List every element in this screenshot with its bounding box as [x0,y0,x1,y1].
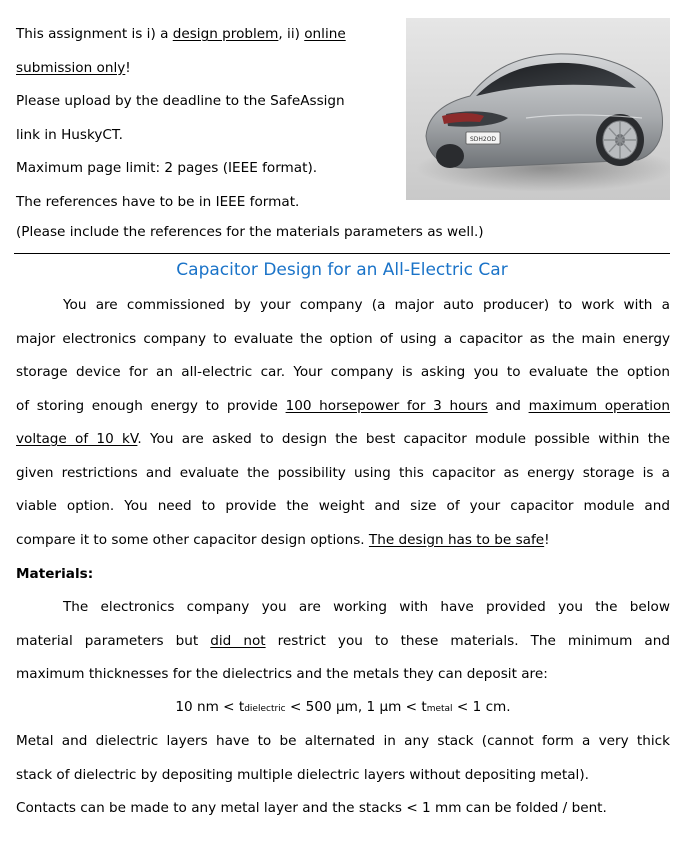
intro-line-2: major electronics company to evaluate the option of using a capacitor as the main energy [16,330,670,347]
did-not-text: did not [210,632,266,649]
intro-line-5: voltage of 10 kV. You are asked to design the best capacitor module possible within the [16,431,670,447]
materials-paragraph [16,591,670,692]
intro-paragraph [16,289,670,557]
materials-line-3: maximum thicknesses for the dielectrics and the metals they can deposit are: [16,666,548,682]
rules-line-1: Metal and dielectric layers have to be alternated in any stack (cannot form a very thick [16,733,670,749]
safety-requirement: The design has to be safe [368,531,545,548]
license-plate-text: SDH2OD [469,136,497,143]
car-illustration [406,18,670,200]
rules-line-2: stack of dielectric by depositing multiple dielectric layers without depositing metal). [16,766,589,783]
design-problem-text: design problem [172,26,279,42]
thickness-equation: 10 nm < tdielectric < 500 µm, 1 µm < tmetal < 1 cm. [175,699,511,715]
materials-line-2: material parameters but did not restrict you to these materials. The minimum and [16,632,670,649]
instruction-line-2: submission only! [16,59,131,76]
voltage-requirement: voltage of 10 kV [16,431,138,447]
rules-line-3: Contacts can be made to any metal layer and the stacks < 1 mm can be folded / bent. [16,800,607,816]
instruction-line-1: This assignment is i) a design problem, ii) online [16,26,346,42]
instruction-line-3: Please upload by the deadline to the SafeAssign [16,93,345,109]
page-title: Capacitor Design for an All-Electric Car [176,260,508,280]
intro-line-3: storage device for an all-electric car. Your company is asking you to evaluate the option [16,364,670,380]
references-note: (Please include the references for the materials parameters as well.) [16,224,484,240]
intro-line-7: viable option. You need to provide the weight and size of your capacitor module and [16,498,670,514]
submission-only-text: submission only [16,59,126,76]
intro-line-6: given restrictions and evaluate the possibility using this capacitor as energy storage is a [16,464,670,481]
car-photo [406,18,670,200]
online-text: online [304,26,346,42]
submission-instructions [16,18,406,219]
intro-line-1: You are commissioned by your company (a major auto producer) to work with a [63,297,670,313]
instruction-line-4: link in HuskyCT. [16,126,123,143]
materials-heading: Materials: [16,566,94,582]
intro-line-8: compare it to some other capacitor design options. The design has to be safe! [16,531,550,548]
power-requirement: 100 horsepower for 3 hours [285,397,488,414]
intro-line-4: of storing enough energy to provide 100 horsepower for 3 hours and maximum operation [16,397,670,414]
section-divider [14,253,670,254]
materials-line-1: The electronics company you are working with have provided you the below [63,599,670,615]
instruction-line-6: The references have to be in IEEE format. [16,193,300,210]
max-operation-text: maximum operation [528,397,670,414]
materials-rules [16,725,670,826]
instruction-line-5: Maximum page limit: 2 pages (IEEE format). [16,160,318,176]
